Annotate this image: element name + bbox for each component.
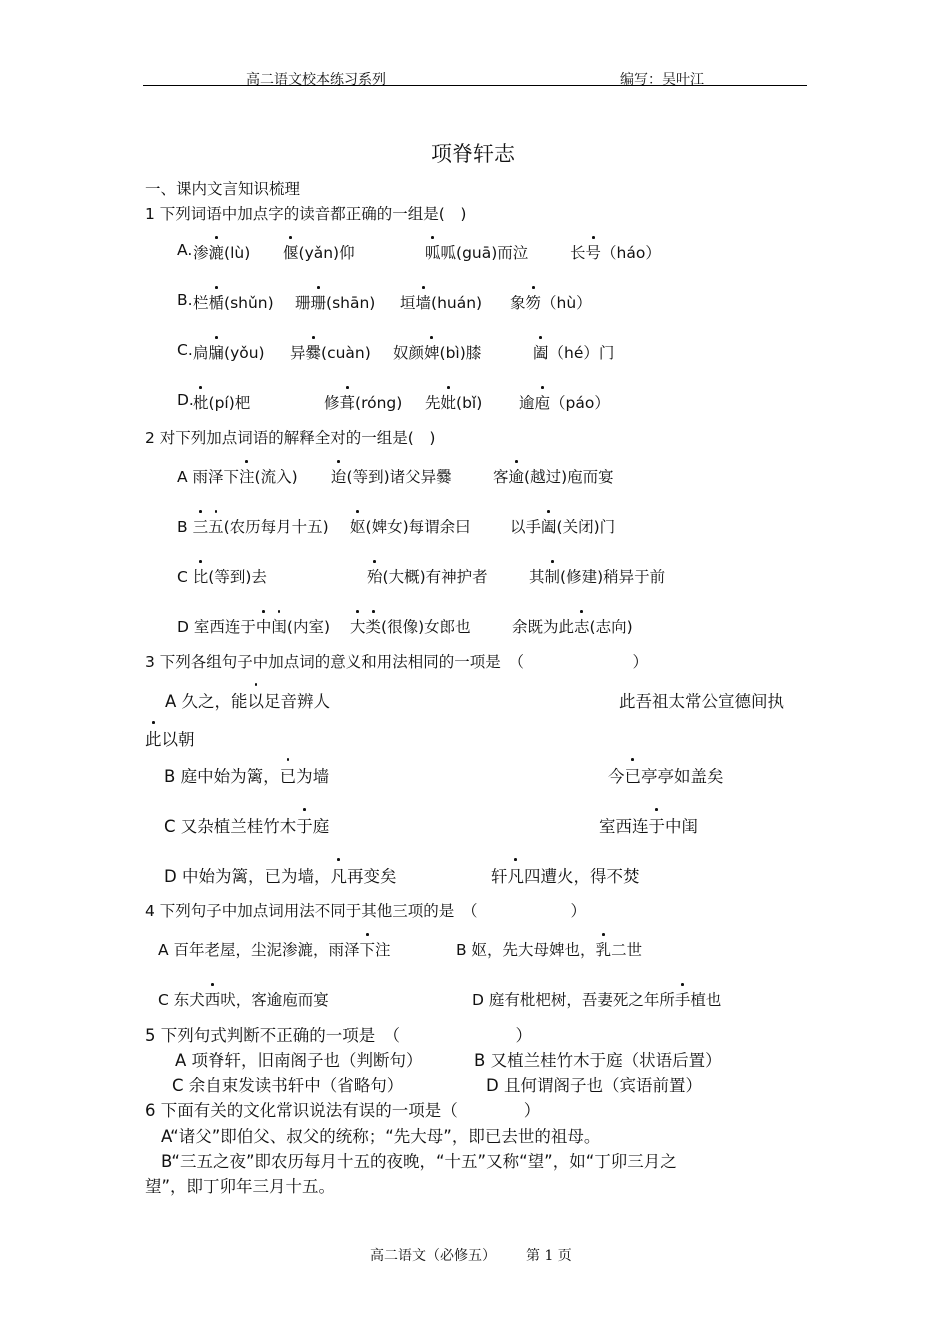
q1-option-d-item3: 先妣(bǐ) <box>425 391 482 413</box>
q2-option-c-part1: C 比(等到)去 <box>177 565 267 587</box>
q1-option-c-item1: 扃牖(yǒu) <box>193 341 265 363</box>
q4-option-d: D 庭有枇杷树，吾妻死之年所手植也 <box>472 988 721 1010</box>
q3-option-d-s1: D 中始为篱，已为墙，凡再变矣 <box>164 863 396 887</box>
q2-option-d-part2: 大类(很像)女郎也 <box>350 615 471 637</box>
q1-option-c-item2: 异爨(cuàn) <box>290 341 371 363</box>
q3-stem: 3 下列各组句子中加点词的意义和用法相同的一项是 （ ） <box>145 653 649 671</box>
page-title: 项脊轩志 <box>431 142 515 166</box>
q1-option-c-item4: 阖（hé）门 <box>533 341 614 363</box>
q1-option-a-item4: 长号（háo） <box>570 241 661 263</box>
footer-course: 高二语文（必修五） <box>370 1248 496 1264</box>
q6-stem: 6 下面有关的文化常识说法有误的一项是（ ） <box>145 1101 541 1120</box>
q3-option-d-s2: 轩凡四遭火，得不焚 <box>491 863 640 887</box>
q5-stem: 5 下列句式判断不正确的一项是 （ ） <box>145 1026 532 1045</box>
q2-option-a-part2: 迨(等到)诸父异爨 <box>331 465 452 487</box>
q4-option-c: C 东犬西吠，客逾庖而宴 <box>158 988 329 1010</box>
q4-option-a: A 百年老屋，尘泥渗漉，雨泽下注 <box>158 938 391 960</box>
header-author: 编写：吴叶江 <box>620 72 704 88</box>
q2-option-d-part1: D 室西连于中闺(内室) <box>177 615 330 637</box>
q2-option-b-part1: B 三五(农历每月十五) <box>177 515 329 537</box>
header-rule <box>143 85 807 86</box>
header-series: 高二语文校本练习系列 <box>246 72 386 88</box>
q1-option-a-item3: 呱呱(guā)而泣 <box>425 241 528 263</box>
q1-option-c-item3: 奴颜婢(bì)膝 <box>393 341 481 363</box>
page-number: 第 1 页 <box>526 1248 572 1264</box>
q1-stem: 1 下列词语中加点字的读音都正确的一组是( ) <box>145 205 467 223</box>
q1-option-b-label: B. <box>177 291 193 309</box>
q3-option-a-s1: A 久之，能以足音辨人 <box>165 688 330 712</box>
q6-option-b-line1: B“三五之夜”即农历每月十五的夜晚，“十五”又称“望”，如“丁卯三月之 <box>161 1152 677 1171</box>
q1-option-d-label: D. <box>177 391 194 409</box>
q4-stem: 4 下列句子中加点词用法不同于其他三项的是 （ ） <box>145 902 587 920</box>
q2-option-d-part3: 余既为此志(志向) <box>512 615 633 637</box>
q6-option-a: A“诸父”即伯父、叔父的统称；“先大母”，即已去世的祖母。 <box>161 1127 601 1146</box>
q6-option-b-line2: 望”，即丁卯年三月十五。 <box>145 1177 336 1196</box>
q4-option-b: B 妪，先大母婢也，乳二世 <box>456 938 642 960</box>
q1-option-d-item1: 枇(pí)杷 <box>193 391 250 413</box>
q3-option-c-s2: 室西连于中闺 <box>599 813 698 837</box>
q1-option-a-label: A. <box>177 241 193 259</box>
q1-option-c-label: C. <box>177 341 193 359</box>
q1-option-b-item1: 栏楯(shǔn) <box>193 291 274 313</box>
q1-option-d-item2: 修葺(róng) <box>324 391 402 413</box>
q2-option-b-part2: 妪(婢女)每谓余曰 <box>350 515 471 537</box>
q1-option-b-item4: 象笏（hù） <box>510 291 592 313</box>
q1-option-b-item2: 珊珊(shān) <box>295 291 375 313</box>
q2-option-c-part3: 其制(修建)稍异于前 <box>529 565 665 587</box>
q2-option-a-part1: A 雨泽下注(流入) <box>177 465 298 487</box>
q1-option-d-item4: 逾庖（páo） <box>519 391 610 413</box>
q3-option-b-s1: B 庭中始为篱，已为墙 <box>164 763 329 787</box>
q3-option-c-s1: C 又杂植兰桂竹木于庭 <box>164 813 329 837</box>
q2-option-c-part2: 殆(大概)有神护者 <box>367 565 488 587</box>
q3-option-a-s2: 此吾祖太常公宣德间执 <box>619 692 784 711</box>
q5-option-b: B 又植兰桂竹木于庭（状语后置） <box>474 1051 722 1070</box>
q1-option-a-item2: 偃(yǎn)仰 <box>283 241 355 263</box>
q2-stem: 2 对下列加点词语的解释全对的一组是( ) <box>145 429 436 447</box>
q1-option-b-item3: 垣墙(huán) <box>400 291 482 313</box>
q2-option-b-part3: 以手阖(关闭)门 <box>510 515 615 537</box>
q2-option-a-part3: 客逾(越过)庖而宴 <box>493 465 614 487</box>
q3-option-a-s2-cont: 此以朝 <box>145 726 195 750</box>
q5-option-d: D 且何谓阁子也（宾语前置） <box>486 1076 702 1095</box>
q5-option-c: C 余自束发读书轩中（省略句） <box>172 1076 404 1095</box>
q1-option-a-item1: 渗漉(lù) <box>193 241 250 263</box>
q3-option-b-s2: 今已亭亭如盖矣 <box>608 763 724 787</box>
section-heading: 一、课内文言知识梳理 <box>145 180 301 198</box>
q5-option-a: A 项脊轩，旧南阁子也（判断句） <box>175 1051 423 1070</box>
